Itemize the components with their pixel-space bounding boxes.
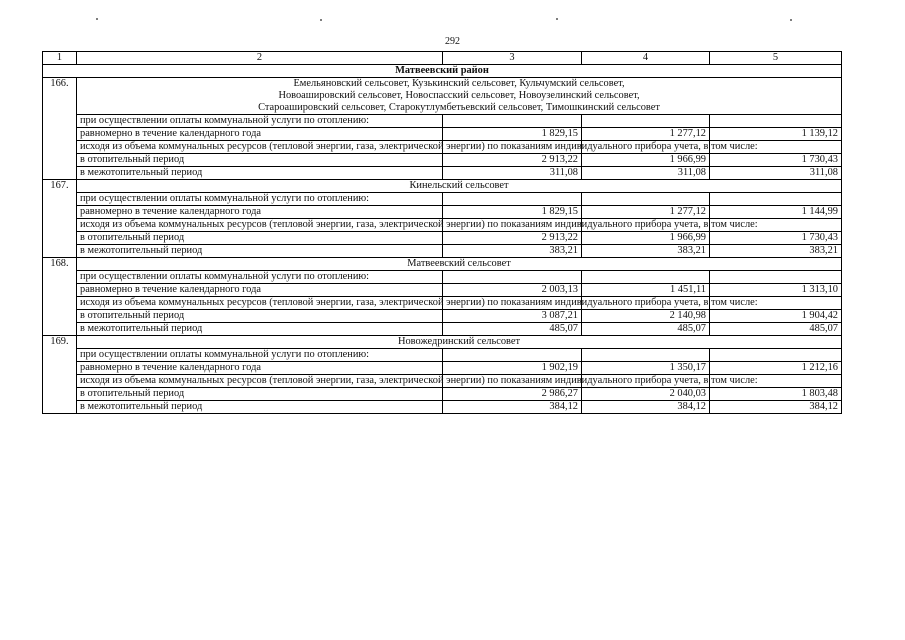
district-title: Матвеевский район <box>43 65 842 78</box>
tariff-value: 1 144,99 <box>710 206 842 219</box>
settlement-line: Кинельский сельсовет <box>409 180 509 191</box>
heating-period-label: в отопительный период <box>77 310 443 323</box>
nonheating-period-row <box>43 167 842 180</box>
heating-period-label: в отопительный период <box>77 232 443 245</box>
tariff-value: 1 451,11 <box>582 284 710 297</box>
tariff-value: 3 087,21 <box>443 310 582 323</box>
column-number: 2 <box>77 52 443 65</box>
uniform-payment-row <box>43 284 842 297</box>
settlement-line: Новожедринский сельсовет <box>397 336 521 347</box>
meter-payment-label: исходя из объема коммунальных ресурсов (тепловой энергии, газа, электрической энергии) по показаниям индивидуального прибора учета, в том числе: <box>77 297 443 310</box>
tariff-value: 485,07 <box>582 323 710 336</box>
section-header-row <box>43 336 842 349</box>
section-header-row <box>43 180 842 193</box>
payment-intro-label: при осуществлении оплаты коммунальной услуги по отоплению: <box>77 271 443 284</box>
tariff-value: 1 730,43 <box>710 232 842 245</box>
empty-cell <box>582 115 710 128</box>
empty-cell <box>710 271 842 284</box>
payment-intro-label: при осуществлении оплаты коммунальной услуги по отоплению: <box>77 349 443 362</box>
tariff-value: 1 139,12 <box>710 128 842 141</box>
settlement-names <box>77 258 842 271</box>
empty-cell <box>710 349 842 362</box>
heating-period-row <box>43 310 842 323</box>
meter-payment-row <box>43 375 842 388</box>
scan-speck <box>556 18 558 20</box>
tariff-value: 384,12 <box>582 401 710 414</box>
tariff-value: 311,08 <box>582 167 710 180</box>
empty-cell <box>443 193 582 206</box>
uniform-payment-label: равномерно в течение календарного года <box>77 128 443 141</box>
meter-payment-row <box>43 219 842 232</box>
empty-cell <box>710 115 842 128</box>
tariff-table-body <box>43 52 842 414</box>
empty-cell <box>582 193 710 206</box>
settlement-names <box>77 78 842 115</box>
nonheating-period-label: в межотопительный период <box>77 401 443 414</box>
tariff-value: 384,12 <box>710 401 842 414</box>
section-header-row <box>43 258 842 271</box>
tariff-value: 2 986,27 <box>443 388 582 401</box>
tariff-value: 1 966,99 <box>582 232 710 245</box>
tariff-value: 1 313,10 <box>710 284 842 297</box>
section-number: 166. <box>43 78 77 180</box>
empty-cell <box>582 271 710 284</box>
tariff-value: 311,08 <box>710 167 842 180</box>
tariff-value: 2 913,22 <box>443 232 582 245</box>
column-number: 4 <box>582 52 710 65</box>
settlement-line: Матвеевский сельсовет <box>407 258 511 269</box>
payment-intro-row <box>43 271 842 284</box>
column-number-row <box>43 52 842 65</box>
meter-payment-label: исходя из объема коммунальных ресурсов (тепловой энергии, газа, электрической энергии) по показаниям индивидуального прибора учета, в том числе: <box>77 375 443 388</box>
empty-cell <box>582 349 710 362</box>
scan-speck <box>96 18 98 20</box>
column-number: 3 <box>443 52 582 65</box>
tariff-value: 383,21 <box>443 245 582 258</box>
tariff-value: 383,21 <box>582 245 710 258</box>
uniform-payment-row <box>43 128 842 141</box>
tariff-value: 1 350,17 <box>582 362 710 375</box>
tariff-value: 485,07 <box>443 323 582 336</box>
tariff-value: 1 829,15 <box>443 128 582 141</box>
nonheating-period-row <box>43 245 842 258</box>
uniform-payment-label: равномерно в течение календарного года <box>77 284 443 297</box>
uniform-payment-row <box>43 206 842 219</box>
tariff-value: 2 040,03 <box>582 388 710 401</box>
scan-speck <box>790 19 792 21</box>
payment-intro-row <box>43 349 842 362</box>
section-header-row <box>43 78 842 115</box>
settlement-names <box>77 336 842 349</box>
meter-payment-label: исходя из объема коммунальных ресурсов (тепловой энергии, газа, электрической энергии) по показаниям индивидуального прибора учета, в том числе: <box>77 219 443 232</box>
column-number: 5 <box>710 52 842 65</box>
tariff-value: 2 003,13 <box>443 284 582 297</box>
meter-payment-row <box>43 141 842 154</box>
tariff-value: 1 966,99 <box>582 154 710 167</box>
nonheating-period-row <box>43 401 842 414</box>
payment-intro-row <box>43 193 842 206</box>
heating-period-row <box>43 154 842 167</box>
settlement-line: Новоашировский сельсовет, Новоспасский сельсовет, Новоузелинский сельсовет, <box>278 90 640 101</box>
payment-intro-row <box>43 115 842 128</box>
nonheating-period-row <box>43 323 842 336</box>
tariff-value: 1 803,48 <box>710 388 842 401</box>
tariff-value: 384,12 <box>443 401 582 414</box>
empty-cell <box>443 349 582 362</box>
heating-period-row <box>43 388 842 401</box>
tariff-value: 2 913,22 <box>443 154 582 167</box>
section-number: 167. <box>43 180 77 258</box>
uniform-payment-label: равномерно в течение календарного года <box>77 206 443 219</box>
tariff-value: 485,07 <box>710 323 842 336</box>
settlement-line: Емельяновский сельсовет, Кузькинский сельсовет, Кульчумский сельсовет, <box>293 78 625 89</box>
tariff-value: 1 904,42 <box>710 310 842 323</box>
settlement-names <box>77 180 842 193</box>
empty-cell <box>443 115 582 128</box>
settlement-line: Староашировский сельсовет, Старокутлумбетьевский сельсовет, Тимошкинский сельсовет <box>258 102 660 113</box>
tariff-value: 1 277,12 <box>582 206 710 219</box>
tariff-value: 383,21 <box>710 245 842 258</box>
nonheating-period-label: в межотопительный период <box>77 323 443 336</box>
uniform-payment-label: равномерно в течение календарного года <box>77 362 443 375</box>
section-number: 168. <box>43 258 77 336</box>
heating-period-row <box>43 232 842 245</box>
tariff-value: 2 140,98 <box>582 310 710 323</box>
meter-payment-row <box>43 297 842 310</box>
uniform-payment-row <box>43 362 842 375</box>
nonheating-period-label: в межотопительный период <box>77 167 443 180</box>
meter-payment-label: исходя из объема коммунальных ресурсов (тепловой энергии, газа, электрической энергии) по показаниям индивидуального прибора учета, в том числе: <box>77 141 443 154</box>
empty-cell <box>710 193 842 206</box>
heating-period-label: в отопительный период <box>77 388 443 401</box>
scan-speck <box>320 19 322 21</box>
tariff-value: 1 902,19 <box>443 362 582 375</box>
column-number: 1 <box>43 52 77 65</box>
payment-intro-label: при осуществлении оплаты коммунальной услуги по отоплению: <box>77 115 443 128</box>
district-row <box>43 65 842 78</box>
tariff-value: 311,08 <box>443 167 582 180</box>
payment-intro-label: при осуществлении оплаты коммунальной услуги по отоплению: <box>77 193 443 206</box>
tariff-value: 1 829,15 <box>443 206 582 219</box>
section-number: 169. <box>43 336 77 414</box>
tariff-table <box>42 51 842 414</box>
tariff-value: 1 277,12 <box>582 128 710 141</box>
tariff-value: 1 212,16 <box>710 362 842 375</box>
empty-cell <box>443 271 582 284</box>
tariff-value: 1 730,43 <box>710 154 842 167</box>
heating-period-label: в отопительный период <box>77 154 443 167</box>
page-number: 292 <box>445 36 460 47</box>
nonheating-period-label: в межотопительный период <box>77 245 443 258</box>
